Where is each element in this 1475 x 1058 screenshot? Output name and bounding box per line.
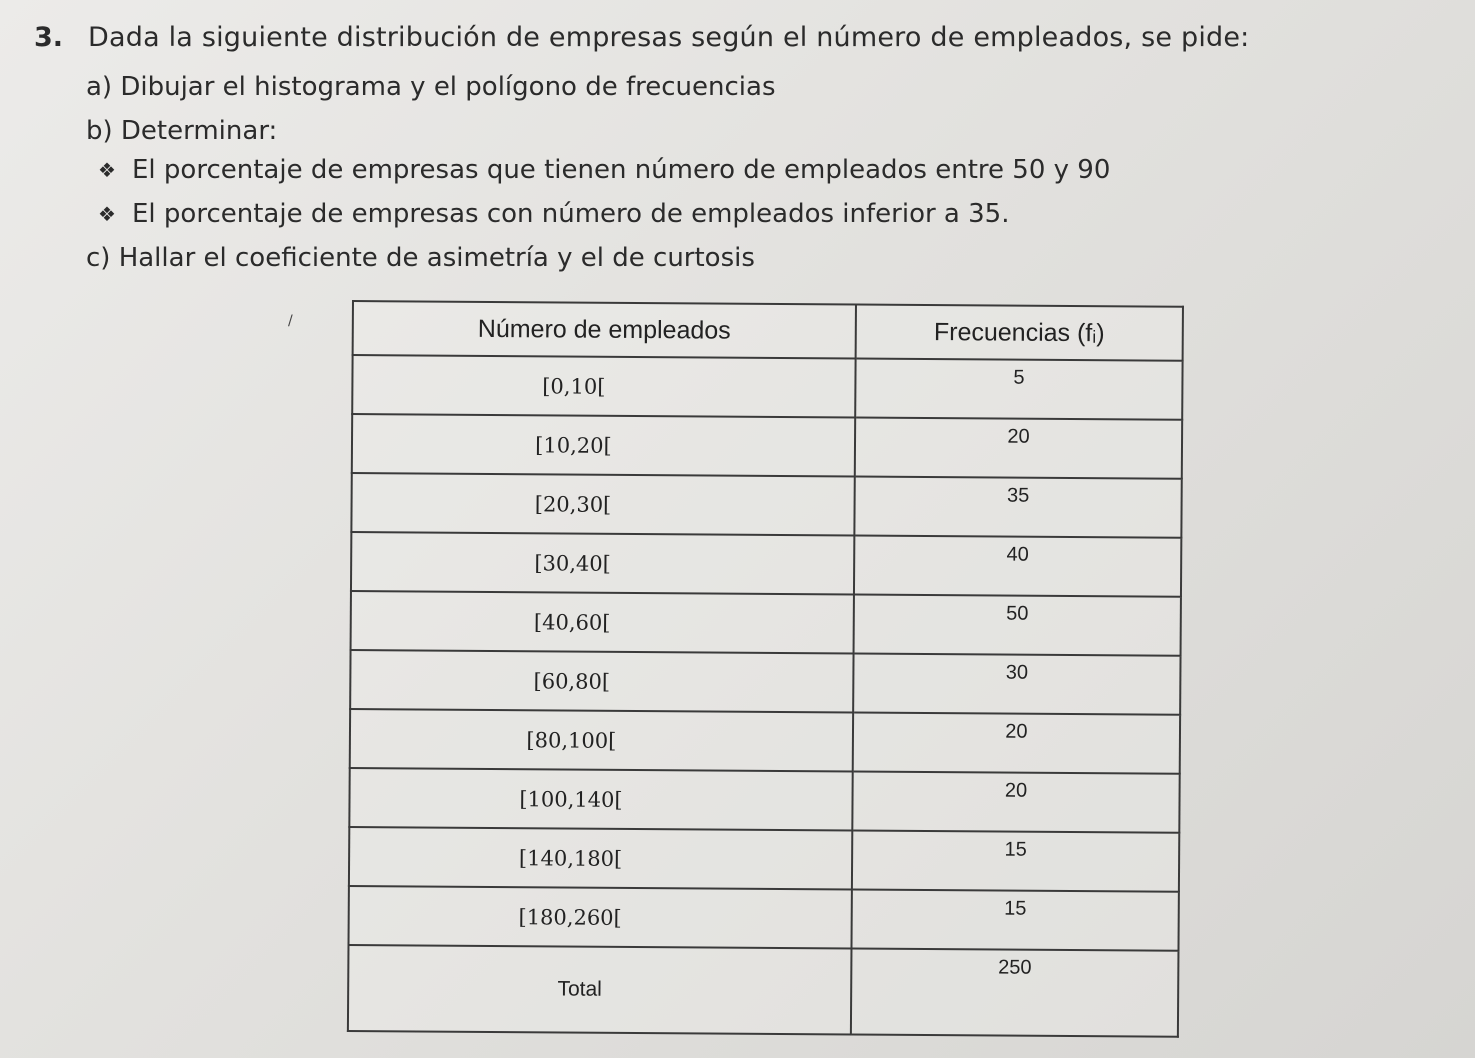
item-b: b) Determinar: [86,116,278,146]
table-row [351,532,1181,597]
frequency-table [347,300,1184,1038]
total-frequency: 250 [851,949,1179,1037]
header-frequencies: Frecuencias (fᵢ) [856,305,1183,361]
header-employees: Número de empleados [353,301,856,359]
frequency-cell: 30 [853,654,1180,715]
frequency-cell: 20 [855,418,1182,479]
interval-cell: [60,80[ [350,650,853,713]
bullet-text: El porcentaje de empresas que tienen número de empleados entre 50 y 90 [132,155,1111,185]
interval-cell: [180,260[ [348,886,851,949]
table-header-row [353,301,1183,361]
interval-cell: [0,10[ [352,355,855,418]
interval-cell: [100,140[ [349,768,852,831]
total-row [348,945,1179,1037]
frequency-cell: 40 [854,536,1181,597]
diamond-bullet-icon: ❖ [98,202,116,226]
frequency-cell: 20 [853,713,1180,774]
frequency-cell: 35 [854,477,1181,538]
problem-statement: Dada la siguiente distribución de empresas según el número de empleados, se pide: [88,22,1250,53]
table-row [351,591,1181,656]
table-row [349,768,1179,833]
problem-number: 3. [34,22,64,53]
bullet-text: El porcentaje de empresas con número de empleados inferior a 35. [132,199,1010,229]
table-row [351,473,1181,538]
frequency-cell: 50 [853,595,1180,656]
item-c: c) Hallar el coeficiente de asimetría y el de curtosis [86,243,755,273]
table-row [352,355,1182,420]
interval-cell: [10,20[ [352,414,855,477]
table-row [350,709,1180,774]
frequency-cell: 15 [851,890,1178,951]
table-body [348,355,1183,1037]
interval-cell: [20,30[ [351,473,854,536]
interval-cell: [80,100[ [350,709,853,772]
frequency-cell: 20 [852,772,1179,833]
frequency-cell: 15 [852,831,1179,892]
interval-cell: [30,40[ [351,532,854,595]
total-label: Total [348,945,852,1035]
diamond-bullet-icon: ❖ [98,158,116,182]
bullet-item [96,155,1110,185]
pen-mark: / [288,313,293,329]
table-row [348,886,1178,951]
interval-cell: [40,60[ [351,591,854,654]
table-row [350,650,1180,715]
table-row [352,414,1182,479]
bullet-item [96,199,1009,229]
item-a: a) Dibujar el histograma y el polígono de frecuencias [86,72,776,102]
frequency-table-wrapper [347,300,1184,1038]
frequency-cell: 5 [855,359,1182,420]
table-row [349,827,1179,892]
interval-cell: [140,180[ [349,827,852,890]
